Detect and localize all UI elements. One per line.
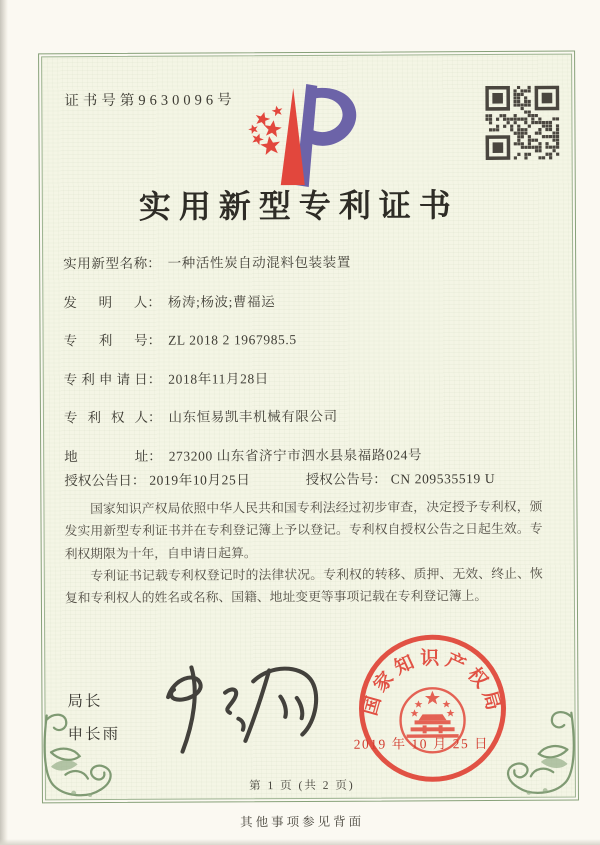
field-patent-number: 专利号： ZL 2018 2 1967985.5	[64, 327, 544, 350]
grant-row	[64, 467, 554, 490]
back-note: 其他事项参见背面	[240, 814, 365, 830]
grant-date-label: 授权公告日	[64, 472, 132, 489]
field-patentee: 专利权人： 山东恒易凯丰机械有限公司	[64, 404, 544, 427]
field-address: 地址： 273200 山东省济宁市泗水县泉福路024号	[64, 442, 544, 465]
director-title: 局长	[67, 693, 103, 711]
grant-number-label: 授权公告号	[305, 471, 374, 487]
qr-code	[485, 86, 559, 160]
seal-ring-text: 国家知识产权局	[360, 648, 506, 718]
certificate-title: 实用新型专利证书	[138, 187, 459, 225]
field-value: 2018年11月28日	[168, 370, 269, 387]
grant-date-value: 2019年10月25日	[149, 472, 251, 488]
field-value: 273200 山东省济宁市泗水县泉福路024号	[168, 446, 423, 464]
certificate-body-text	[64, 496, 543, 610]
grant-number-value: CN 209535519 U	[390, 470, 496, 487]
floral-corner-ornament-icon	[487, 705, 579, 797]
seal-date: 2019 年 10 月 25 日	[353, 736, 490, 752]
field-inventors: 发明人： 杨涛;杨波;曹福运	[63, 288, 543, 311]
field-label: 专利申请日	[63, 371, 148, 387]
body-paragraph-1: 国家知识产权局依照中华人民共和国专利法经过初步审查，决定授予专利权，颁发实用新型专利证书并在专利登记簿上予以登记。专利权自授权公告之日起生效。专利权期限为十年，自申请日起算。	[64, 499, 543, 561]
floral-corner-ornament-icon	[38, 707, 130, 799]
page-number: 第 1 页 (共 2 页)	[249, 779, 355, 793]
certificate-number: 证书号第9630096号	[64, 92, 236, 110]
director-signature-icon	[138, 651, 347, 761]
grant-number-group: 授权公告号： CN 209535519 U	[305, 470, 496, 487]
field-label: 实用新型名称	[63, 255, 148, 272]
field-label: 发明人	[63, 294, 148, 310]
field-utility-model-name: 实用新型名称： 一种活性炭自动混料包装装置	[63, 250, 543, 273]
certificate-fields	[63, 250, 544, 484]
field-application-date: 专利申请日： 2018年11月28日	[64, 365, 544, 388]
grant-date-group: 授权公告日： 2019年10月25日	[64, 472, 251, 489]
field-label: 地址	[64, 448, 149, 464]
field-value: 山东恒易凯丰机械有限公司	[168, 408, 338, 425]
director-name: 申长雨	[67, 725, 121, 744]
field-value: 杨涛;杨波;曹福运	[167, 293, 276, 310]
field-label: 专利权人	[63, 409, 149, 426]
field-value: 一种活性炭自动混料包装装置	[167, 254, 352, 271]
field-label: 专利号	[63, 332, 148, 349]
field-value: ZL 2018 2 1967985.5	[168, 332, 297, 348]
body-paragraph-2: 专利证书记载专利权登记时的法律状况。专利权的转移、质押、无效、终止、恢复和专利权人的姓名或名称、国籍、地址变更等事项记载在专利登记簿上。	[64, 566, 543, 606]
